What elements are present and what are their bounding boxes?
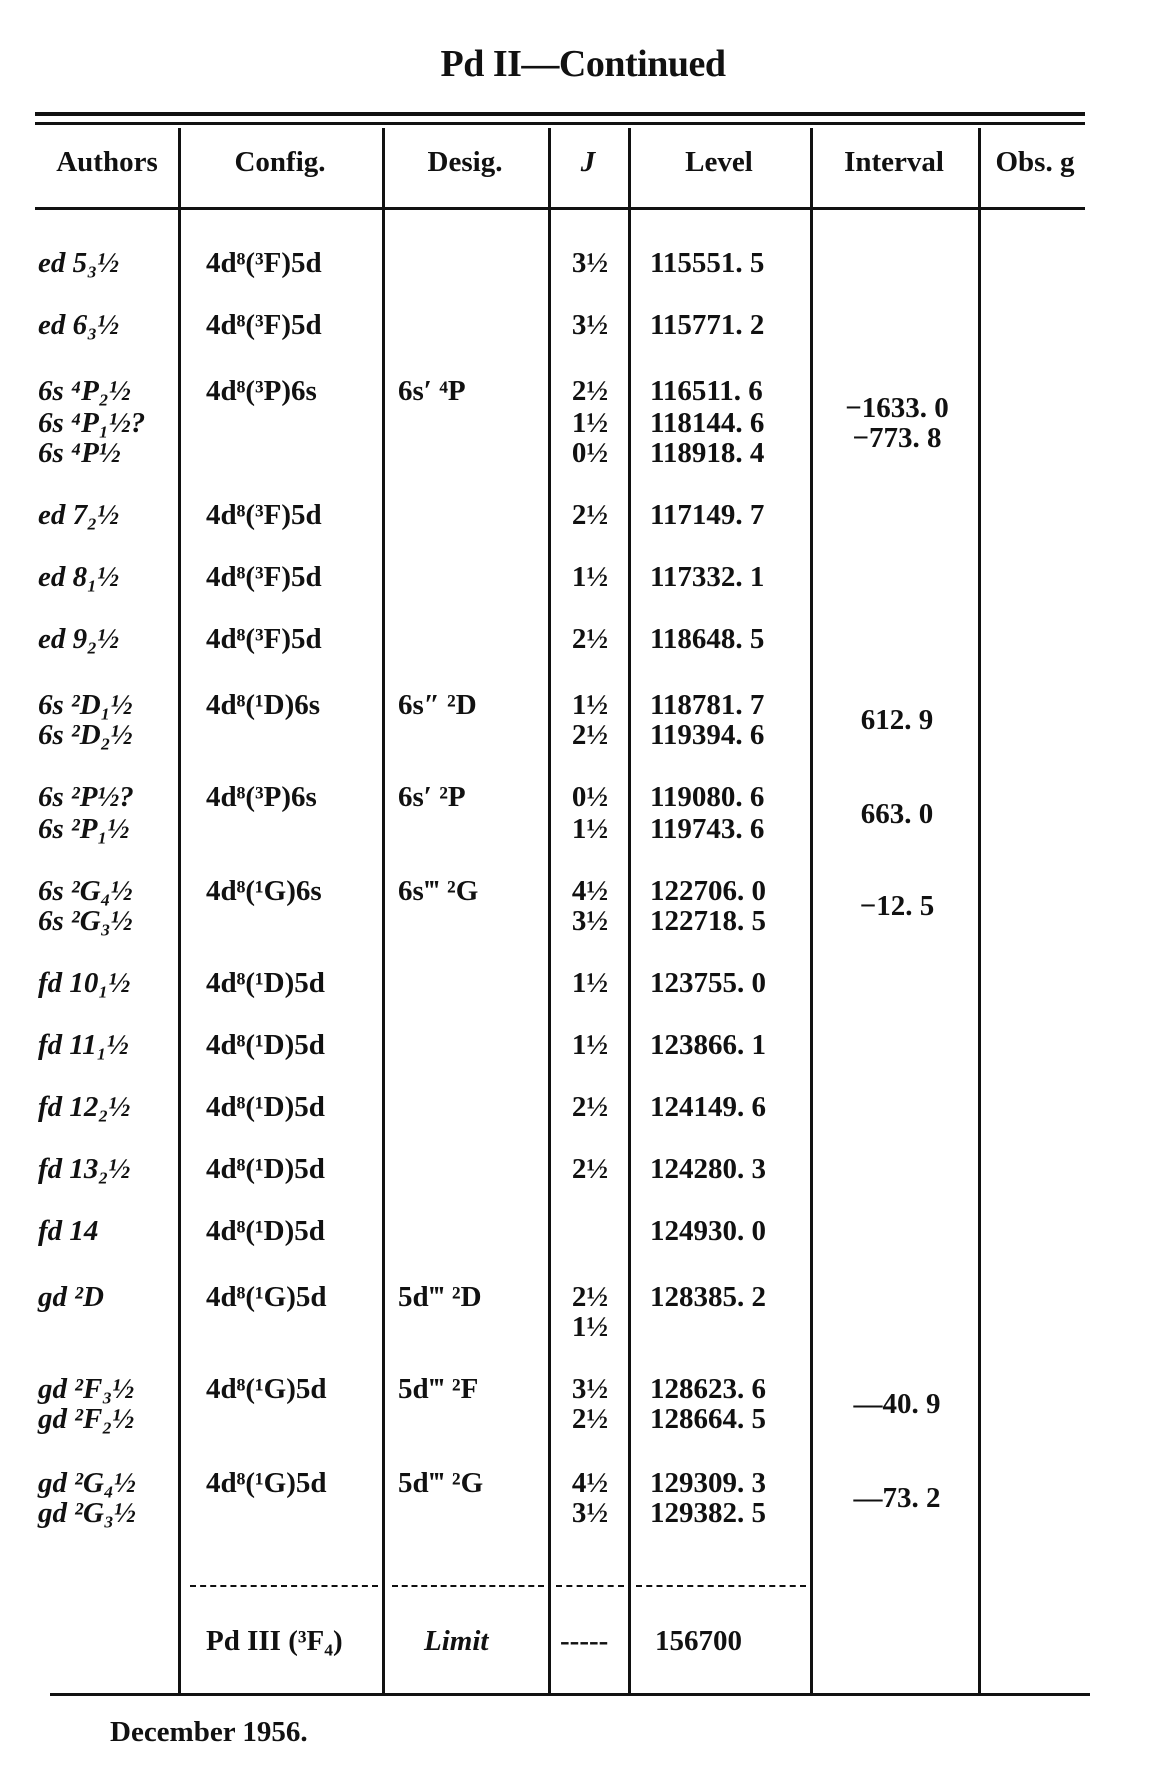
- row-config: 4d⁸(³P)6s: [206, 781, 317, 813]
- row-config: 4d⁸(¹D)5d: [206, 967, 325, 999]
- row-level: 118144. 6: [650, 407, 765, 439]
- row-level: 118918. 4: [650, 437, 765, 469]
- row-level: 129309. 3: [650, 1467, 766, 1499]
- row-config: 4d⁸(¹D)5d: [206, 1029, 325, 1061]
- row-authors: fd 14: [38, 1215, 99, 1247]
- row-level: 119743. 6: [650, 813, 765, 845]
- row-level: 123866. 1: [650, 1029, 766, 1061]
- page-title: Pd II—Continued: [440, 43, 726, 85]
- row-j: 4½: [571, 1467, 609, 1499]
- row-j: 3½: [571, 905, 609, 937]
- row-authors: fd 12₂½: [38, 1091, 131, 1123]
- row-config: 4d⁸(¹D)6s: [206, 689, 321, 721]
- row-level: 124280. 3: [650, 1153, 766, 1185]
- row-authors: 6s ⁴P½: [38, 437, 121, 469]
- row-level: 117149. 7: [650, 499, 765, 531]
- row-j: 3½: [571, 247, 609, 279]
- row-level: 119080. 6: [650, 781, 765, 813]
- footer-date: December 1956.: [110, 1716, 308, 1748]
- row-config: 4d⁸(¹D)5d: [206, 1153, 325, 1185]
- col-sep-1: [178, 128, 181, 1693]
- row-j: 1½: [571, 1311, 609, 1343]
- row-interval: 612. 9: [860, 704, 934, 736]
- row-config: 4d⁸(³F)5d: [206, 623, 322, 655]
- row-authors: gd ²F₂½: [38, 1403, 135, 1435]
- row-authors: gd ²G₄½: [38, 1467, 136, 1499]
- row-config: 4d⁸(³F)5d: [206, 247, 322, 279]
- row-j: 2½: [571, 623, 609, 655]
- row-config: 4d⁸(³P)6s: [206, 375, 317, 407]
- limit-dash-4: [636, 1585, 806, 1587]
- row-j: 2½: [571, 719, 609, 751]
- row-level: 128664. 5: [650, 1403, 766, 1435]
- row-j: 3½: [571, 1373, 609, 1405]
- row-authors: ed 5₃½: [38, 247, 119, 279]
- row-level: 116511. 6: [650, 375, 763, 407]
- row-level: 118781. 7: [650, 689, 765, 721]
- row-level: 115771. 2: [650, 309, 765, 341]
- row-authors: 6s ²G₃½: [38, 905, 133, 937]
- row-config: 4d⁸(¹G)5d: [206, 1373, 327, 1405]
- row-level: 122718. 5: [650, 905, 766, 937]
- row-j: 4½: [571, 875, 609, 907]
- header-rule: [35, 207, 1085, 210]
- row-j: 2½: [571, 1403, 609, 1435]
- row-j: 1½: [571, 813, 609, 845]
- row-authors: fd 10₁½: [38, 967, 131, 999]
- row-j: 1½: [571, 1029, 609, 1061]
- header-config: Config.: [234, 146, 326, 178]
- limit-dash-3: [556, 1585, 624, 1587]
- row-authors: ed 9₂½: [38, 623, 119, 655]
- row-j: 2½: [571, 1281, 609, 1313]
- row-level: 122706. 0: [650, 875, 766, 907]
- row-desig: 6s′ ²P: [398, 781, 466, 813]
- row-interval: —73. 2: [853, 1482, 941, 1514]
- col-sep-2: [382, 128, 385, 1693]
- row-desig: 5d‴ ²G: [398, 1467, 484, 1499]
- row-authors: gd ²D: [38, 1281, 104, 1313]
- row-j: 2½: [571, 375, 609, 407]
- row-level: 128385. 2: [650, 1281, 766, 1313]
- header-desig: Desig.: [427, 146, 503, 178]
- row-interval: 663. 0: [860, 798, 934, 830]
- row-j: 2½: [571, 1091, 609, 1123]
- row-j: 0½: [571, 437, 609, 469]
- limit-desig: Limit: [424, 1625, 489, 1657]
- row-desig: 5d‴ ²D: [398, 1281, 482, 1313]
- row-level: 118648. 5: [650, 623, 765, 655]
- header-j: J: [580, 146, 596, 178]
- header-level: Level: [685, 146, 753, 178]
- row-authors: fd 11₁½: [38, 1029, 129, 1061]
- row-authors: ed 7₂½: [38, 499, 119, 531]
- limit-dash-2: [392, 1585, 544, 1587]
- row-level: 115551. 5: [650, 247, 765, 279]
- row-authors: fd 13₂½: [38, 1153, 131, 1185]
- row-j: 1½: [571, 689, 609, 721]
- row-j: 3½: [571, 309, 609, 341]
- row-authors: ed 8₁½: [38, 561, 119, 593]
- row-authors: 6s ²P½?: [38, 781, 134, 813]
- row-authors: 6s ²D₁½: [38, 689, 133, 721]
- row-level: 129382. 5: [650, 1497, 766, 1529]
- row-level: 117332. 1: [650, 561, 765, 593]
- header-interval: Interval: [844, 146, 944, 178]
- row-config: 4d⁸(³F)5d: [206, 561, 322, 593]
- row-authors: 6s ⁴P₂½: [38, 375, 131, 407]
- row-authors: 6s ²D₂½: [38, 719, 133, 751]
- row-desig: 6s′ ⁴P: [398, 375, 466, 407]
- row-interval: −773. 8: [852, 422, 942, 454]
- row-config: 4d⁸(³F)5d: [206, 309, 322, 341]
- row-j: 3½: [571, 1497, 609, 1529]
- row-level: 119394. 6: [650, 719, 765, 751]
- row-level: 128623. 6: [650, 1373, 766, 1405]
- row-level: 123755. 0: [650, 967, 766, 999]
- row-j: 2½: [571, 499, 609, 531]
- row-authors: ed 6₃½: [38, 309, 119, 341]
- header-obs-g: Obs. g: [995, 146, 1075, 178]
- row-interval: —40. 9: [853, 1388, 941, 1420]
- row-j: 2½: [571, 1153, 609, 1185]
- row-authors: 6s ²G₄½: [38, 875, 133, 907]
- row-config: 4d⁸(¹D)5d: [206, 1215, 325, 1247]
- row-config: 4d⁸(³F)5d: [206, 499, 322, 531]
- row-config: 4d⁸(¹D)5d: [206, 1091, 325, 1123]
- row-authors: gd ²G₃½: [38, 1497, 136, 1529]
- row-desig: 5d‴ ²F: [398, 1373, 479, 1405]
- header-authors: Authors: [56, 146, 158, 178]
- row-desig: 6s″ ²D: [398, 689, 477, 721]
- row-interval: −1633. 0: [845, 392, 949, 424]
- row-config: 4d⁸(¹G)6s: [206, 875, 322, 907]
- limit-j: -----: [560, 1625, 609, 1657]
- row-config: 4d⁸(¹G)5d: [206, 1281, 327, 1313]
- row-desig: 6s‴ ²G: [398, 875, 479, 907]
- row-config: 4d⁸(¹G)5d: [206, 1467, 327, 1499]
- row-authors: 6s ²P₁½: [38, 813, 130, 845]
- limit-level: 156700: [655, 1625, 742, 1657]
- bottom-rule: [50, 1693, 1090, 1696]
- top-double-rule-2: [35, 122, 1085, 125]
- row-level: 124149. 6: [650, 1091, 766, 1123]
- row-interval: −12. 5: [859, 890, 935, 922]
- row-j: 1½: [571, 561, 609, 593]
- row-j: 1½: [571, 967, 609, 999]
- limit-config: Pd III (³F₄): [206, 1625, 343, 1657]
- top-double-rule-1: [35, 112, 1085, 116]
- row-j: 1½: [571, 407, 609, 439]
- row-level: 124930. 0: [650, 1215, 766, 1247]
- limit-dash-1: [190, 1585, 378, 1587]
- row-authors: gd ²F₃½: [38, 1373, 135, 1405]
- row-j: 0½: [571, 781, 609, 813]
- row-authors: 6s ⁴P₁½?: [38, 407, 146, 439]
